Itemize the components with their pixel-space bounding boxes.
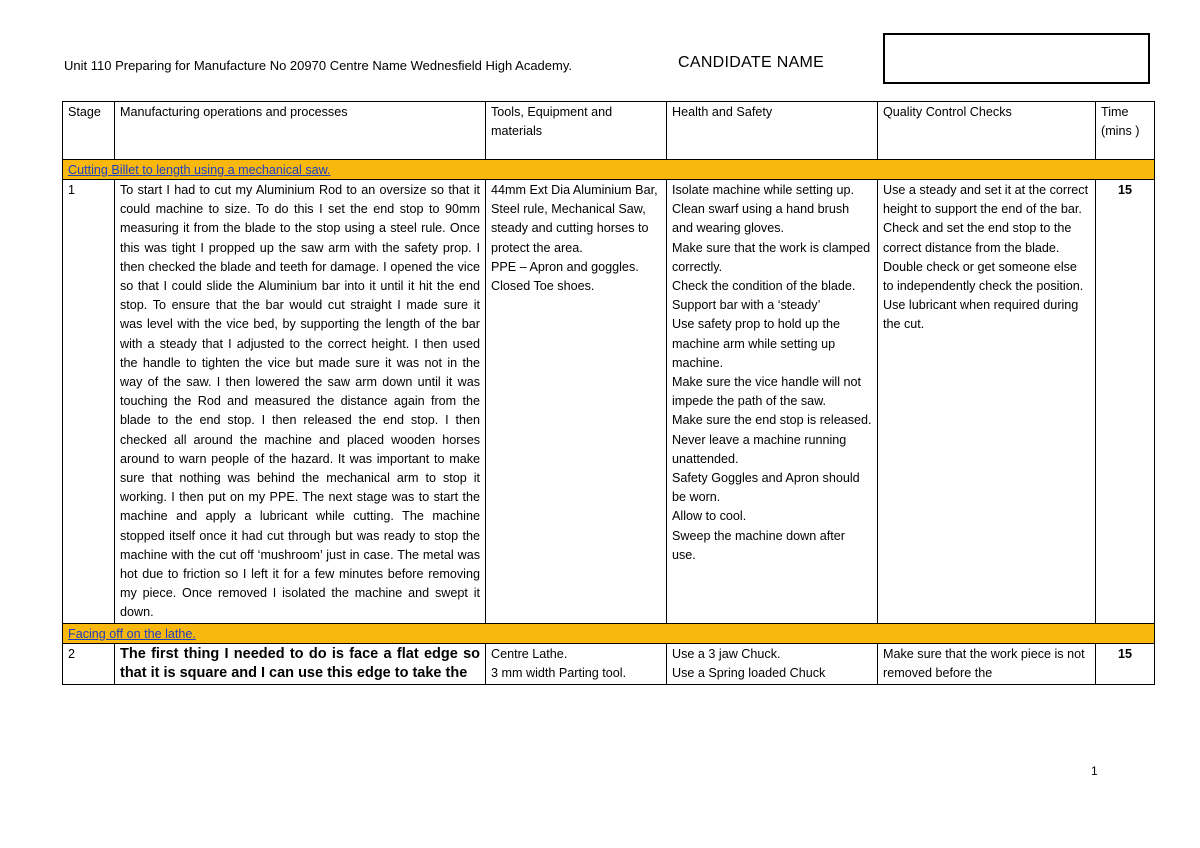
tools-item: PPE – Apron and goggles. xyxy=(491,259,639,274)
column-header-time: Time (mins ) xyxy=(1096,102,1155,160)
health-safety-cell xyxy=(667,180,878,624)
section-title-cell xyxy=(63,160,1155,180)
quality-item: Check and set the end stop to the correct distance from the blade. xyxy=(883,221,1072,255)
quality-item: Double check or get someone else to independently check the position. xyxy=(883,259,1084,294)
operations-cell: The first thing I needed to do is face a flat edge so that it is square and I can use this edge to take the xyxy=(115,643,486,684)
section-title-link[interactable]: Facing off on the lathe. xyxy=(68,626,196,641)
candidate-name-label: CANDIDATE NAME xyxy=(678,54,825,71)
safety-item: Make sure the end stop is released. xyxy=(672,413,872,428)
quality-item: Use lubricant when required during the cut. xyxy=(883,298,1079,332)
safety-item: Make sure that the work is clamped correctly. xyxy=(672,240,871,274)
stage-cell: 2 xyxy=(63,643,115,684)
unit-title: Unit 110 Preparing for Manufacture No 20970 Centre Name Wednesfield High Academy. xyxy=(64,58,572,73)
safety-item: Make sure the vice handle will not impede the path of the saw. xyxy=(672,375,862,409)
table-row xyxy=(63,180,1155,624)
safety-item: Clean swarf using a hand brush and wearing gloves. xyxy=(672,202,850,236)
section-title-cell xyxy=(63,623,1155,643)
production-plan-table xyxy=(62,101,1155,685)
tools-item: Closed Toe shoes. xyxy=(491,279,595,294)
stage-cell: 1 xyxy=(63,180,115,624)
tools-item: 44mm Ext Dia Aluminium Bar, Steel rule, Mechanical Saw, steady and cutting horses to protect the area. xyxy=(491,183,658,255)
safety-item: Allow to cool. xyxy=(672,509,747,524)
tools-cell xyxy=(486,643,667,684)
page-number: 1 xyxy=(1091,764,1098,778)
safety-item: Sweep the machine down after use. xyxy=(672,528,845,562)
safety-item: Support bar with a ‘steady’ xyxy=(672,298,821,313)
safety-item: Never leave a machine running unattended. xyxy=(672,432,847,466)
column-header-stage: Stage xyxy=(63,102,115,160)
safety-item: Use a 3 jaw Chuck. xyxy=(672,646,781,661)
column-header-operations: Manufacturing operations and processes xyxy=(115,102,486,160)
column-header-tools: Tools, Equipment and materials xyxy=(486,102,667,160)
candidate-name-field[interactable] xyxy=(883,33,1150,84)
quality-item: Make sure that the work piece is not removed before the xyxy=(883,646,1085,680)
quality-cell xyxy=(878,643,1096,684)
section-header-row xyxy=(63,160,1155,180)
time-cell: 15 xyxy=(1096,180,1155,624)
time-cell: 15 xyxy=(1096,643,1155,684)
quality-cell xyxy=(878,180,1096,624)
operations-cell: To start I had to cut my Aluminium Rod to an oversize so that it could machine to size. To do this I set the end stop to 90mm measuring it from the blade to the stop using a steel rule. Once this was tight I propped up the saw arm with the safety prop. I then checked the blade and teeth for damage. I opened the vice so that I could slide the Aluminium bar into it until it hit the end stop. To ensure that the bar would cut straight I made sure it was level with the vice bed, by supporting the length of the bar with a steady that I adjusted to the correct height. I then used the handle to tighten the vice but made sure it was not in the way of the saw. I then lowered the saw arm down until it was touching the Rod and measured the distance again from the blade to the end stop. I then released the end stop. I then checked all around the machine and placed wooden horses around to warn people of the hazard. It was important to make sure that nothing was behind the mechanical arm to stop it working. I then put on my PPE. The next stage was to start the machine and apply a lubricant while cutting. The machine stopped itself once it had cut through but was ready to stop the machine with the cut off ‘mushroom’ just in case. The metal was hot due to friction so I left it for a few minutes before removing my piece. Once removed I isolated the machine and swept it down. xyxy=(115,180,486,624)
safety-item: Check the condition of the blade. xyxy=(672,279,856,294)
tools-cell xyxy=(486,180,667,624)
column-header-quality: Quality Control Checks xyxy=(878,102,1096,160)
table-row xyxy=(63,643,1155,684)
tools-item: Centre Lathe. xyxy=(491,646,568,661)
safety-item: Use a Spring loaded Chuck xyxy=(672,665,826,680)
safety-item: Isolate machine while setting up. xyxy=(672,183,855,197)
quality-item: Use a steady and set it at the correct height to support the end of the bar. xyxy=(883,183,1089,217)
health-safety-cell xyxy=(667,643,878,684)
section-title-link[interactable]: Cutting Billet to length using a mechanical saw. xyxy=(68,163,331,177)
safety-item: Use safety prop to hold up the machine arm while setting up machine. xyxy=(672,317,841,370)
table-header-row xyxy=(63,102,1155,160)
section-header-row xyxy=(63,623,1155,643)
tools-item: 3 mm width Parting tool. xyxy=(491,665,627,680)
safety-item: Safety Goggles and Apron should be worn. xyxy=(672,471,860,505)
column-header-health-safety: Health and Safety xyxy=(667,102,878,160)
